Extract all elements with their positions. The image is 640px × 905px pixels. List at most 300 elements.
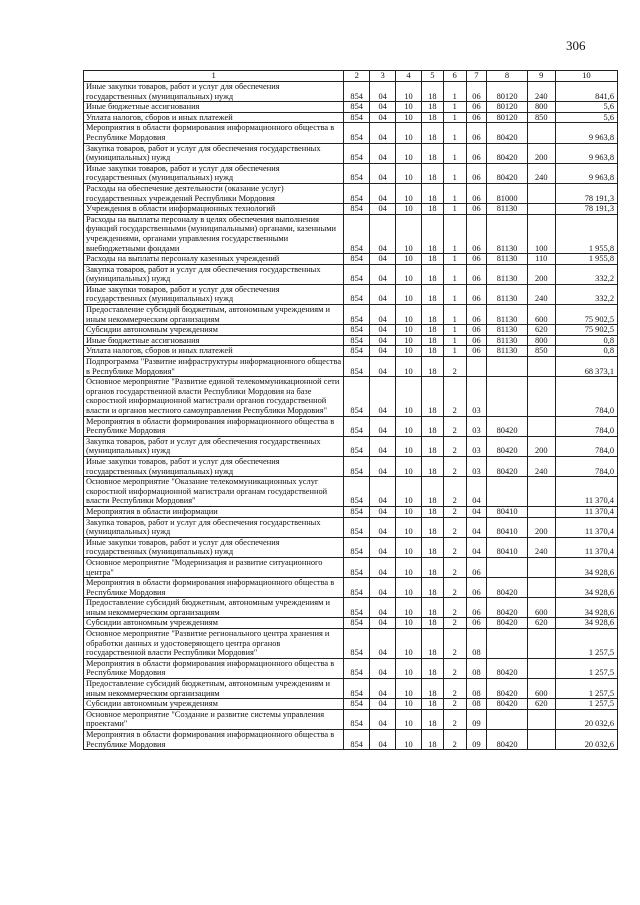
table-row xyxy=(84,163,618,183)
subprogram-code: 2 xyxy=(443,377,466,416)
grbs-code: 854 xyxy=(344,254,370,265)
table-row xyxy=(84,436,618,456)
expense-type-code: 240 xyxy=(527,456,555,476)
amount: 11 370,4 xyxy=(555,506,617,517)
section-code: 04 xyxy=(370,214,396,253)
row-name: Предоставление субсидий бюджетным, автономным учреждениям и иным некоммерческим организациям xyxy=(84,679,344,699)
amount: 1 257,5 xyxy=(555,629,617,659)
direction-code: 80420 xyxy=(487,618,527,629)
subprogram-code: 1 xyxy=(443,346,466,357)
section-code: 04 xyxy=(370,335,396,346)
program-code: 18 xyxy=(422,357,444,377)
amount: 841,6 xyxy=(555,82,617,102)
subsection-code: 10 xyxy=(396,598,422,618)
subprogram-code: 2 xyxy=(443,416,466,436)
direction-code: 81130 xyxy=(487,214,527,253)
table-row xyxy=(84,598,618,618)
activity-code: 04 xyxy=(466,537,487,557)
subsection-code: 10 xyxy=(396,112,422,123)
subsection-code: 10 xyxy=(396,214,422,253)
subprogram-code: 2 xyxy=(443,618,466,629)
table-row xyxy=(84,357,618,377)
section-code: 04 xyxy=(370,436,396,456)
subsection-code: 10 xyxy=(396,183,422,203)
subprogram-code: 2 xyxy=(443,506,466,517)
section-code: 04 xyxy=(370,102,396,113)
section-code: 04 xyxy=(370,709,396,729)
expense-type-code xyxy=(527,477,555,507)
subsection-code: 10 xyxy=(396,163,422,183)
grbs-code: 854 xyxy=(344,456,370,476)
row-name: Мероприятия в области формирования информационного общества в Республике Мордовия xyxy=(84,416,344,436)
table-row xyxy=(84,517,618,537)
program-code: 18 xyxy=(422,325,444,336)
row-name: Иные закупки товаров, работ и услуг для обеспечения государственных (муниципальных) нужд xyxy=(84,456,344,476)
table-body xyxy=(84,82,618,750)
section-code: 04 xyxy=(370,346,396,357)
table-row xyxy=(84,102,618,113)
subprogram-code: 1 xyxy=(443,284,466,304)
table-row xyxy=(84,416,618,436)
row-name: Иные закупки товаров, работ и услуг для обеспечения государственных (муниципальных) нужд xyxy=(84,82,344,102)
subsection-code: 10 xyxy=(396,325,422,336)
grbs-code: 854 xyxy=(344,699,370,710)
amount: 784,0 xyxy=(555,416,617,436)
direction-code: 80420 xyxy=(487,699,527,710)
amount: 1 257,5 xyxy=(555,699,617,710)
direction-code: 80420 xyxy=(487,730,527,750)
subsection-code: 10 xyxy=(396,346,422,357)
activity-code: 03 xyxy=(466,456,487,476)
subprogram-code: 1 xyxy=(443,214,466,253)
subprogram-code: 1 xyxy=(443,123,466,143)
subsection-code: 10 xyxy=(396,456,422,476)
direction-code: 81130 xyxy=(487,264,527,284)
subsection-code: 10 xyxy=(396,709,422,729)
amount: 75 902,5 xyxy=(555,305,617,325)
row-name: Расходы на обеспечение деятельности (оказание услуг) государственных учреждений Республики Мордовия xyxy=(84,183,344,203)
table-row xyxy=(84,557,618,577)
activity-code: 06 xyxy=(466,112,487,123)
direction-code: 80420 xyxy=(487,123,527,143)
activity-code: 08 xyxy=(466,679,487,699)
grbs-code: 854 xyxy=(344,377,370,416)
subsection-code: 10 xyxy=(396,436,422,456)
subsection-code: 10 xyxy=(396,699,422,710)
amount: 11 370,4 xyxy=(555,517,617,537)
subsection-code: 10 xyxy=(396,578,422,598)
program-code: 18 xyxy=(422,335,444,346)
table-row xyxy=(84,325,618,336)
subprogram-code: 2 xyxy=(443,578,466,598)
amount: 0,8 xyxy=(555,346,617,357)
direction-code: 80410 xyxy=(487,537,527,557)
subprogram-code: 1 xyxy=(443,264,466,284)
direction-code: 81000 xyxy=(487,183,527,203)
subsection-code: 10 xyxy=(396,204,422,215)
program-code: 18 xyxy=(422,506,444,517)
section-code: 04 xyxy=(370,204,396,215)
section-code: 04 xyxy=(370,658,396,678)
table-row xyxy=(84,284,618,304)
row-name: Субсидии автономным учреждениям xyxy=(84,325,344,336)
amount: 1 257,5 xyxy=(555,679,617,699)
grbs-code: 854 xyxy=(344,305,370,325)
subprogram-code: 1 xyxy=(443,325,466,336)
grbs-code: 854 xyxy=(344,658,370,678)
subprogram-code: 1 xyxy=(443,305,466,325)
direction-code: 80120 xyxy=(487,102,527,113)
grbs-code: 854 xyxy=(344,284,370,304)
row-name: Иные закупки товаров, работ и услуг для обеспечения государственных (муниципальных) нужд xyxy=(84,284,344,304)
table-row xyxy=(84,629,618,659)
amount: 1 257,5 xyxy=(555,658,617,678)
amount: 11 370,4 xyxy=(555,537,617,557)
subprogram-code: 2 xyxy=(443,709,466,729)
subsection-code: 10 xyxy=(396,264,422,284)
program-code: 18 xyxy=(422,730,444,750)
subsection-code: 10 xyxy=(396,629,422,659)
table-row xyxy=(84,679,618,699)
table-row xyxy=(84,618,618,629)
section-code: 04 xyxy=(370,679,396,699)
expense-type-code xyxy=(527,123,555,143)
grbs-code: 854 xyxy=(344,346,370,357)
expense-type-code: 200 xyxy=(527,517,555,537)
row-name: Учреждения в области информационных технологий xyxy=(84,204,344,215)
amount: 5,6 xyxy=(555,112,617,123)
program-code: 18 xyxy=(422,629,444,659)
program-code: 18 xyxy=(422,416,444,436)
activity-code: 06 xyxy=(466,82,487,102)
section-code: 04 xyxy=(370,143,396,163)
row-name: Уплата налогов, сборов и иных платежей xyxy=(84,112,344,123)
grbs-code: 854 xyxy=(344,204,370,215)
row-name: Мероприятия в области формирования информационного общества в Республике Мордовия xyxy=(84,730,344,750)
subsection-code: 10 xyxy=(396,679,422,699)
expense-type-code: 240 xyxy=(527,284,555,304)
expense-type-code: 600 xyxy=(527,598,555,618)
amount: 68 373,1 xyxy=(555,357,617,377)
activity-code: 06 xyxy=(466,214,487,253)
subprogram-code: 2 xyxy=(443,679,466,699)
section-code: 04 xyxy=(370,477,396,507)
subsection-code: 10 xyxy=(396,305,422,325)
budget-table xyxy=(83,70,618,750)
row-name: Предоставление субсидий бюджетным, автономным учреждениям и иным некоммерческим организациям xyxy=(84,598,344,618)
subprogram-code: 1 xyxy=(443,204,466,215)
subprogram-code: 1 xyxy=(443,335,466,346)
expense-type-code: 620 xyxy=(527,325,555,336)
activity-code: 06 xyxy=(466,598,487,618)
subprogram-code: 2 xyxy=(443,537,466,557)
program-code: 18 xyxy=(422,436,444,456)
section-code: 04 xyxy=(370,163,396,183)
program-code: 18 xyxy=(422,578,444,598)
table-row xyxy=(84,578,618,598)
grbs-code: 854 xyxy=(344,618,370,629)
section-code: 04 xyxy=(370,557,396,577)
header-cell: 3 xyxy=(370,71,396,82)
activity-code: 06 xyxy=(466,264,487,284)
program-code: 18 xyxy=(422,143,444,163)
expense-type-code xyxy=(527,183,555,203)
grbs-code: 854 xyxy=(344,578,370,598)
section-code: 04 xyxy=(370,112,396,123)
expense-type-code: 200 xyxy=(527,264,555,284)
header-cell: 5 xyxy=(422,71,444,82)
section-code: 04 xyxy=(370,537,396,557)
grbs-code: 854 xyxy=(344,82,370,102)
program-code: 18 xyxy=(422,618,444,629)
direction-code: 80420 xyxy=(487,598,527,618)
direction-code: 80420 xyxy=(487,143,527,163)
section-code: 04 xyxy=(370,730,396,750)
page-number: 306 xyxy=(566,38,586,53)
program-code: 18 xyxy=(422,214,444,253)
subprogram-code: 1 xyxy=(443,163,466,183)
program-code: 18 xyxy=(422,517,444,537)
row-name: Основное мероприятие "Развитие регионального центра хранения и обработки данных и удостоверяющего центра органов государственной власти Республики Мордовия" xyxy=(84,629,344,659)
row-name: Подпрограмма "Развитие инфраструктуры информационного общества в Республике Мордовия" xyxy=(84,357,344,377)
subprogram-code: 2 xyxy=(443,436,466,456)
program-code: 18 xyxy=(422,709,444,729)
expense-type-code xyxy=(527,357,555,377)
activity-code: 06 xyxy=(466,143,487,163)
expense-type-code xyxy=(527,730,555,750)
row-name: Закупка товаров, работ и услуг для обеспечения государственных (муниципальных) нужд xyxy=(84,436,344,456)
direction-code: 81130 xyxy=(487,335,527,346)
amount: 75 902,5 xyxy=(555,325,617,336)
row-name: Основное мероприятие "Оказание телекоммуникационных услуг скоростной информационной магистрали органам государственной власти Республики Мордовия" xyxy=(84,477,344,507)
grbs-code: 854 xyxy=(344,264,370,284)
amount: 34 928,6 xyxy=(555,618,617,629)
amount: 0,8 xyxy=(555,335,617,346)
subsection-code: 10 xyxy=(396,357,422,377)
table-row xyxy=(84,143,618,163)
activity-code: 06 xyxy=(466,284,487,304)
activity-code: 08 xyxy=(466,699,487,710)
grbs-code: 854 xyxy=(344,143,370,163)
subsection-code: 10 xyxy=(396,618,422,629)
activity-code: 08 xyxy=(466,629,487,659)
row-name: Мероприятия в области формирования информационного общества в Республике Мордовия xyxy=(84,658,344,678)
subprogram-code: 1 xyxy=(443,143,466,163)
activity-code: 08 xyxy=(466,658,487,678)
grbs-code: 854 xyxy=(344,557,370,577)
section-code: 04 xyxy=(370,416,396,436)
program-code: 18 xyxy=(422,658,444,678)
grbs-code: 854 xyxy=(344,325,370,336)
section-code: 04 xyxy=(370,284,396,304)
direction-code: 81130 xyxy=(487,204,527,215)
table-row xyxy=(84,699,618,710)
expense-type-code xyxy=(527,629,555,659)
subsection-code: 10 xyxy=(396,416,422,436)
subsection-code: 10 xyxy=(396,506,422,517)
table-row xyxy=(84,264,618,284)
table-row xyxy=(84,305,618,325)
table-row xyxy=(84,477,618,507)
grbs-code: 854 xyxy=(344,357,370,377)
program-code: 18 xyxy=(422,679,444,699)
section-code: 04 xyxy=(370,598,396,618)
row-name: Иные закупки товаров, работ и услуг для обеспечения государственных (муниципальных) нужд xyxy=(84,537,344,557)
direction-code xyxy=(487,377,527,416)
activity-code: 06 xyxy=(466,123,487,143)
subprogram-code: 1 xyxy=(443,254,466,265)
program-code: 18 xyxy=(422,456,444,476)
table-row xyxy=(84,123,618,143)
table-row xyxy=(84,204,618,215)
grbs-code: 854 xyxy=(344,112,370,123)
grbs-code: 854 xyxy=(344,709,370,729)
subsection-code: 10 xyxy=(396,658,422,678)
grbs-code: 854 xyxy=(344,477,370,507)
row-name: Субсидии автономным учреждениям xyxy=(84,699,344,710)
section-code: 04 xyxy=(370,629,396,659)
expense-type-code: 240 xyxy=(527,82,555,102)
header-cell: 2 xyxy=(344,71,370,82)
grbs-code: 854 xyxy=(344,629,370,659)
section-code: 04 xyxy=(370,357,396,377)
table-row xyxy=(84,377,618,416)
amount: 332,2 xyxy=(555,264,617,284)
amount: 784,0 xyxy=(555,456,617,476)
grbs-code: 854 xyxy=(344,506,370,517)
direction-code: 80420 xyxy=(487,679,527,699)
program-code: 18 xyxy=(422,102,444,113)
section-code: 04 xyxy=(370,377,396,416)
program-code: 18 xyxy=(422,82,444,102)
grbs-code: 854 xyxy=(344,517,370,537)
expense-type-code: 850 xyxy=(527,112,555,123)
subprogram-code: 1 xyxy=(443,183,466,203)
row-name: Основное мероприятие "Модернизация и развитие ситуационного центра" xyxy=(84,557,344,577)
expense-type-code xyxy=(527,377,555,416)
expense-type-code: 110 xyxy=(527,254,555,265)
header-cell: 8 xyxy=(487,71,527,82)
expense-type-code: 620 xyxy=(527,699,555,710)
section-code: 04 xyxy=(370,82,396,102)
expense-type-code: 800 xyxy=(527,102,555,113)
subsection-code: 10 xyxy=(396,517,422,537)
direction-code xyxy=(487,357,527,377)
subprogram-code: 2 xyxy=(443,658,466,678)
amount: 9 963,8 xyxy=(555,163,617,183)
expense-type-code: 600 xyxy=(527,305,555,325)
subprogram-code: 1 xyxy=(443,102,466,113)
activity-code: 06 xyxy=(466,346,487,357)
amount: 784,0 xyxy=(555,377,617,416)
amount: 9 963,8 xyxy=(555,143,617,163)
activity-code: 06 xyxy=(466,183,487,203)
row-name: Иные бюджетные ассигнования xyxy=(84,335,344,346)
table-row xyxy=(84,214,618,253)
program-code: 18 xyxy=(422,163,444,183)
program-code: 18 xyxy=(422,284,444,304)
grbs-code: 854 xyxy=(344,730,370,750)
section-code: 04 xyxy=(370,506,396,517)
table-row xyxy=(84,112,618,123)
subprogram-code: 1 xyxy=(443,112,466,123)
activity-code: 03 xyxy=(466,377,487,416)
header-cell: 1 xyxy=(84,71,344,82)
expense-type-code: 600 xyxy=(527,679,555,699)
subsection-code: 10 xyxy=(396,730,422,750)
expense-type-code xyxy=(527,709,555,729)
subprogram-code: 2 xyxy=(443,699,466,710)
subsection-code: 10 xyxy=(396,557,422,577)
activity-code xyxy=(466,357,487,377)
program-code: 18 xyxy=(422,699,444,710)
program-code: 18 xyxy=(422,264,444,284)
activity-code: 06 xyxy=(466,163,487,183)
subsection-code: 10 xyxy=(396,335,422,346)
activity-code: 06 xyxy=(466,102,487,113)
direction-code: 80420 xyxy=(487,578,527,598)
grbs-code: 854 xyxy=(344,537,370,557)
expense-type-code: 100 xyxy=(527,214,555,253)
amount: 20 032,6 xyxy=(555,730,617,750)
grbs-code: 854 xyxy=(344,416,370,436)
row-name: Иные бюджетные ассигнования xyxy=(84,102,344,113)
row-name: Закупка товаров, работ и услуг для обеспечения государственных (муниципальных) нужд xyxy=(84,264,344,284)
amount: 11 370,4 xyxy=(555,477,617,507)
subsection-code: 10 xyxy=(396,143,422,163)
amount: 1 955,8 xyxy=(555,254,617,265)
activity-code: 09 xyxy=(466,730,487,750)
direction-code: 81130 xyxy=(487,325,527,336)
activity-code: 06 xyxy=(466,618,487,629)
subprogram-code: 2 xyxy=(443,557,466,577)
row-name: Иные закупки товаров, работ и услуг для обеспечения государственных (муниципальных) нужд xyxy=(84,163,344,183)
subprogram-code: 2 xyxy=(443,357,466,377)
direction-code: 81130 xyxy=(487,305,527,325)
program-code: 18 xyxy=(422,537,444,557)
subsection-code: 10 xyxy=(396,123,422,143)
expense-type-code xyxy=(527,506,555,517)
program-code: 18 xyxy=(422,346,444,357)
expense-type-code: 200 xyxy=(527,436,555,456)
amount: 5,6 xyxy=(555,102,617,113)
amount: 34 928,6 xyxy=(555,557,617,577)
row-name: Расходы на выплаты персоналу казенных учреждений xyxy=(84,254,344,265)
row-name: Основное мероприятие "Создание и развитие системы управления проектами" xyxy=(84,709,344,729)
direction-code: 81130 xyxy=(487,346,527,357)
subprogram-code: 1 xyxy=(443,82,466,102)
subprogram-code: 2 xyxy=(443,517,466,537)
amount: 9 963,8 xyxy=(555,123,617,143)
row-name: Мероприятия в области информации xyxy=(84,506,344,517)
activity-code: 06 xyxy=(466,557,487,577)
amount: 332,2 xyxy=(555,284,617,304)
direction-code: 81130 xyxy=(487,284,527,304)
expense-type-code xyxy=(527,557,555,577)
amount: 784,0 xyxy=(555,436,617,456)
grbs-code: 854 xyxy=(344,183,370,203)
header-cell: 9 xyxy=(527,71,555,82)
amount: 34 928,6 xyxy=(555,578,617,598)
activity-code: 06 xyxy=(466,325,487,336)
subsection-code: 10 xyxy=(396,477,422,507)
program-code: 18 xyxy=(422,123,444,143)
section-code: 04 xyxy=(370,699,396,710)
activity-code: 03 xyxy=(466,436,487,456)
activity-code: 06 xyxy=(466,204,487,215)
program-code: 18 xyxy=(422,598,444,618)
section-code: 04 xyxy=(370,183,396,203)
